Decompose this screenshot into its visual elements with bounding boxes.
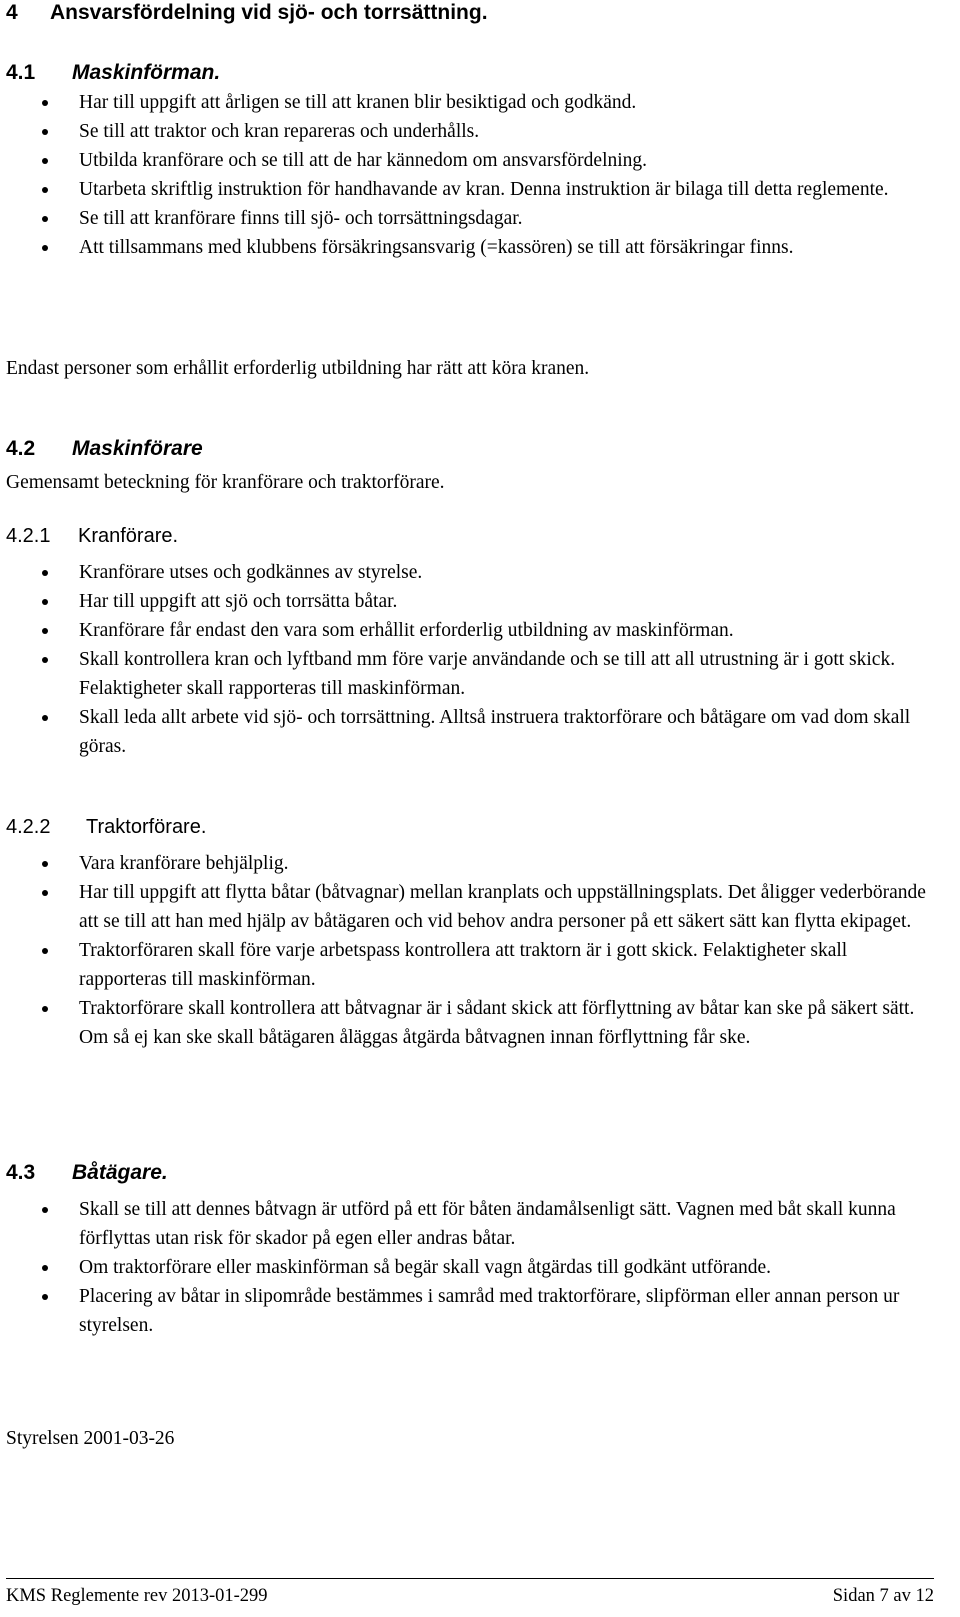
footer-document-name: KMS Reglemente rev 2013-01-299 [6, 1586, 268, 1606]
bullet-icon [42, 948, 48, 954]
list-item: Utbilda kranförare och se till att de har kännedom om ansvarsfördelning. [0, 146, 939, 175]
bullet-icon [42, 1006, 48, 1012]
bullet-icon [42, 158, 48, 164]
list-item: Traktorföraren skall före varje arbetspass kontrollera att traktorn är i gott skick. Felaktigheter skall rapporteras till maskinförman. [0, 936, 939, 994]
section-title: Båtägare. [72, 1161, 168, 1184]
list-item: Traktorförare skall kontrollera att båtvagnar är i sådant skick att förflyttning av båtar kan ske på säkert sätt. Om så ej kan ske skall båtägaren åläggas åtgärda båtvagnen innan förflyttning får ske. [0, 994, 939, 1052]
list-item: Skall se till att dennes båtvagn är utförd på ett för båten ändamålsenligt sätt. Vagnen med båt skall kunna förflyttas utan risk för skador på egen eller andras båtar. [0, 1195, 939, 1253]
list-item: Kranförare utses och godkännes av styrelse. [0, 558, 939, 587]
section-4-3-list [0, 1195, 960, 1340]
section-4-2-1-list [0, 558, 960, 761]
bullet-icon [42, 599, 48, 605]
section-4-1-heading [6, 60, 220, 86]
bullet-icon [42, 245, 48, 251]
list-item: Har till uppgift att flytta båtar (båtvagnar) mellan kranplats och uppställningsplats. Det åligger vederbörande att se till att han med hjälp av båtägaren och vid behov andra personer på ett säkert sätt kan flytta ekipaget. [0, 878, 939, 936]
list-item: Skall kontrollera kran och lyftband mm före varje användande och se till att all utrustning är i gott skick. Felaktigheter skall rapporteras till maskinförman. [0, 645, 939, 703]
list-item: Utarbeta skriftlig instruktion för handhavande av kran. Denna instruktion är bilaga till detta reglemente. [0, 175, 939, 204]
section-4-1-list [0, 88, 960, 262]
list-item: Placering av båtar in slipområde bestämmes i samråd med traktorförare, slipförman eller annan person ur styrelsen. [0, 1282, 939, 1340]
bullet-icon [42, 570, 48, 576]
list-item: Vara kranförare behjälplig. [0, 849, 939, 878]
section-number: 4.2 [6, 437, 36, 460]
section-number: 4.2.1 [6, 525, 51, 547]
bullet-icon [42, 657, 48, 663]
bullet-icon [42, 1294, 48, 1300]
section-title: Maskinförare [72, 437, 203, 460]
bullet-icon [42, 861, 48, 867]
bullet-icon [42, 628, 48, 634]
section-4-2-1-heading [6, 523, 178, 549]
section-number: 4.2.2 [6, 816, 51, 838]
bullet-icon [42, 1265, 48, 1271]
bullet-icon [42, 1207, 48, 1213]
bullet-icon [42, 890, 48, 896]
section-number: 4 [6, 1, 18, 24]
section-4-2-heading [6, 436, 203, 462]
section-number: 4.3 [6, 1161, 36, 1184]
list-item: Har till uppgift att årligen se till att kranen blir besiktigad och godkänd. [0, 88, 939, 117]
section-title: Maskinförman. [72, 61, 221, 84]
bullet-icon [42, 129, 48, 135]
section-4-1-note: Endast personer som erhållit erforderlig utbildning har rätt att köra kranen. [6, 358, 590, 379]
section-number: 4.1 [6, 61, 36, 84]
bullet-icon [42, 216, 48, 222]
section-title: Traktorförare. [86, 816, 207, 838]
footer-divider [6, 1578, 934, 1579]
section-title: Ansvarsfördelning vid sjö- och torrsättning. [50, 1, 488, 24]
section-4-2-intro: Gemensamt beteckning för kranförare och traktorförare. [6, 472, 445, 493]
footer-page-number: Sidan 7 av 12 [832, 1586, 934, 1606]
section-4-2-2-heading [6, 814, 206, 840]
list-item: Om traktorförare eller maskinförman så begär skall vagn åtgärdas till godkänt utförande. [0, 1253, 939, 1282]
bullet-icon [42, 100, 48, 106]
list-item: Att tillsammans med klubbens försäkringsansvarig (=kassören) se till att försäkringar finns. [0, 233, 939, 262]
list-item: Har till uppgift att sjö och torrsätta båtar. [0, 587, 939, 616]
list-item: Se till att traktor och kran repareras och underhålls. [0, 117, 939, 146]
section-4-3-heading [6, 1160, 168, 1186]
list-item: Skall leda allt arbete vid sjö- och torrsättning. Alltså instruera traktorförare och båtägare om vad dom skall göras. [0, 703, 939, 761]
bullet-icon [42, 715, 48, 721]
list-item: Se till att kranförare finns till sjö- och torrsättningsdagar. [0, 204, 939, 233]
signature: Styrelsen 2001-03-26 [6, 1428, 175, 1449]
section-4-heading [6, 0, 488, 26]
bullet-icon [42, 187, 48, 193]
section-title: Kranförare. [78, 525, 179, 547]
list-item: Kranförare får endast den vara som erhållit erforderlig utbildning av maskinförman. [0, 616, 939, 645]
section-4-2-2-list [0, 849, 960, 1052]
